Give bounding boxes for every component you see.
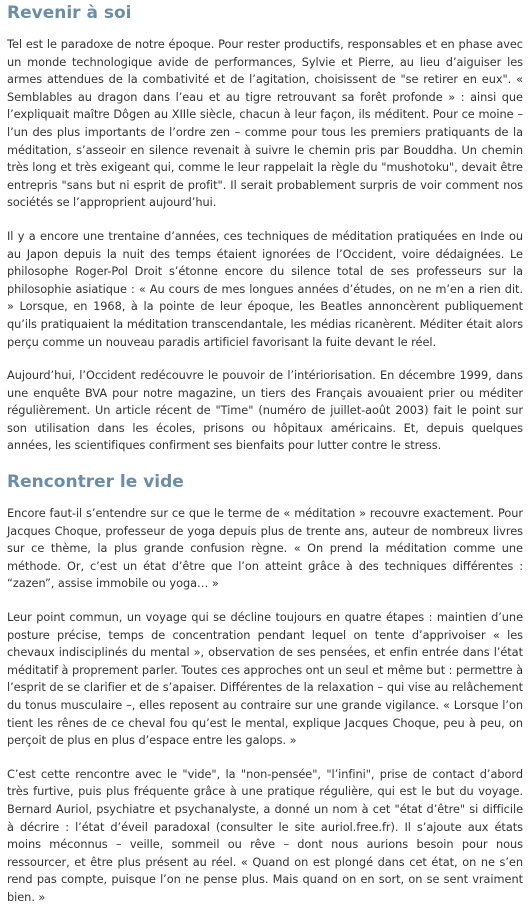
paragraph: Aujourd’hui, l’Occident redécouvre le pouvoir de l’intériorisation. En décembre 1999, dans une enquête BVA pour notre magazine, un tiers des Français avouaient prier ou méditer régulièrement. Un article récent de "Time" (numéro de juillet-août 2003) fait le point sur son utilisation dans les écoles, prisons ou hôpitaux américains. Et, depuis quelques années, les scientifiques confirment ses bienfaits pour lutter contre le stress. [7, 368, 523, 453]
paragraph: Il y a encore une trentaine d’années, ces techniques de méditation pratiquées en Inde ou au Japon depuis la nuit des temps étaient ignorées de l’Occident, voire dédaignées. Le philosophe Roger-Pol Droit s’étonne encore du silence total de ses professeurs sur la philosophie asiatique : « Au cours de mes longues années d’études, on ne m’en a rien dit. » Lorsque, en 1968, à la pointe de leur époque, les Beatles annoncèrent publiquement qu’ils pratiquaient la méditation transcendantale, les médias ricanèrent. Méditer était alors perçu comme un nouveau paradis artificiel favorisant la fuite devant le réel. [7, 228, 523, 349]
paragraph: Encore faut-il s’entendre sur ce que le terme de « méditation » recouvre exactement. Pour Jacques Choque, professeur de yoga depuis plus de trente ans, auteur de nombreux livres sur ce thème, la plus grande confusion règne. « On prend la méditation comme une méthode. Or, c’est un état d’être que l’on atteint grâce à des techniques différentes : “zazen”, assise immobile ou yoga… » [7, 506, 523, 591]
paragraph: C’est cette rencontre avec le "vide", la "non-pensée", "l’infini", prise de contact d’abord très furtive, puis plus fréquente grâce à une pratique régulière, qui est le but du voyage. Bernard Auriol, psychiatre et psychanalyste, a donné un nom à cet "état d’être" si difficile à décrire : l’état d’éveil paradoxal (consulter le site auriol.free.fr). Il s’ajoute aux états moins méconnus – veille, sommeil ou rêve – dont nous aurions besoin pour nous ressourcer, et être plus présent au réel. « Quand on est plongé dans cet état, on ne s’en rend pas compte, puisque l’on ne pense plus. Mais quand on en sort, on se sent vraiment bien. » [7, 766, 523, 904]
section-heading-revenir-a-soi: Revenir à soi [7, 3, 132, 23]
paragraph: Tel est le paradoxe de notre époque. Pour rester productifs, responsables et en phase avec un monde technologique avide de performances, Sylvie et Pierre, au lieu d’aiguiser les armes attendues de la combativité et de l’agitation, choisissent de "se retirer en eux". « Semblables au dragon dans l’eau et au tigre retrouvant sa forêt profonde » : ainsi que l’expliquait maître Dôgen au XIIle siècle, chacun à leur façon, ils méditent. Pour ce moine – l’un des plus importants de l’ordre zen – comme pour tous les premiers pratiquants de la méditation, s’asseoir en silence revenait à suivre le chemin pris par Bouddha. Un chemin très long et très exigeant qui, comme le leur rappelait la règle du "mushotoku", devait être entrepris "sans but ni esprit de profit". Il serait probablement surpris de voir comment nos sociétés se l’approprient aujourd’hui. [7, 37, 523, 210]
paragraph: Leur point commun, un voyage qui se décline toujours en quatre étapes : maintien d’une posture précise, temps de concentration pendant lequel on tente d’apprivoiser « les chevaux indisciplinés du mental », observation de ses pensées, et enfin entrée dans l’état méditatif à proprement parler. Toutes ces approches ont un seul et même but : permettre à l’esprit de se clarifier et de s’apaiser. Différentes de la relaxation – qui vise au relâchement du tonus musculaire –, elles reposent au contraire sur une grande vigilance. « Lorsque l’on tient les rênes de ce cheval fou qu’est le mental, explique Jacques Choque, peu à peu, on perçoit de plus en plus d’espace entre les galops. » [7, 610, 523, 748]
section-heading-rencontrer-le-vide: Rencontrer le vide [7, 472, 184, 493]
